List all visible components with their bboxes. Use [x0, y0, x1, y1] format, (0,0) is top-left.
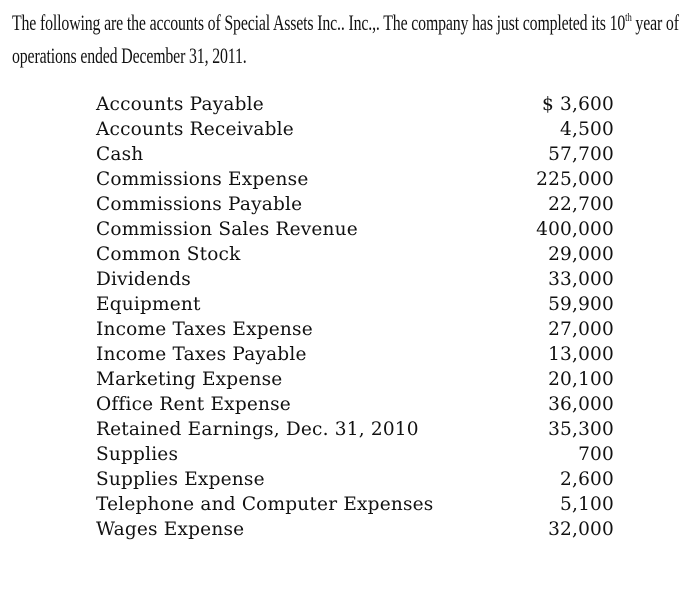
account-name: Dividends [96, 269, 191, 290]
account-row [96, 442, 614, 467]
account-name: Income Taxes Payable [96, 344, 307, 365]
account-name: Common Stock [96, 244, 241, 265]
account-amount: $ 3,600 [541, 94, 614, 115]
account-name: Accounts Payable [96, 94, 264, 115]
account-name: Marketing Expense [96, 369, 283, 390]
intro-text-part2: year of [631, 10, 679, 35]
account-row [96, 317, 614, 342]
intro-paragraph [12, 6, 679, 72]
account-row [96, 167, 614, 192]
account-amount: 57,700 [548, 144, 614, 165]
intro-line-1 [12, 6, 679, 39]
account-amount: 35,300 [548, 419, 614, 440]
intro-ordinal-suffix: th [625, 10, 632, 24]
account-amount: 36,000 [548, 394, 614, 415]
account-name: Commissions Expense [96, 169, 309, 190]
account-amount: 400,000 [536, 219, 614, 240]
account-amount: 59,900 [548, 294, 614, 315]
accounts-list [96, 92, 614, 542]
account-row [96, 342, 614, 367]
account-name: Supplies [96, 444, 179, 465]
account-name: Equipment [96, 294, 201, 315]
account-amount: 225,000 [536, 169, 614, 190]
account-row [96, 192, 614, 217]
account-row [96, 367, 614, 392]
account-name: Accounts Receivable [96, 119, 294, 140]
account-name: Cash [96, 144, 144, 165]
account-amount: 32,000 [548, 519, 614, 540]
account-name: Retained Earnings, Dec. 31, 2010 [96, 419, 419, 440]
account-row [96, 517, 614, 542]
account-row [96, 92, 614, 117]
account-row [96, 292, 614, 317]
account-amount: 5,100 [560, 494, 614, 515]
account-amount: 2,600 [560, 469, 614, 490]
account-row [96, 417, 614, 442]
account-name: Wages Expense [96, 519, 245, 540]
account-row [96, 117, 614, 142]
account-name: Supplies Expense [96, 469, 265, 490]
account-row [96, 242, 614, 267]
account-name: Telephone and Computer Expenses [96, 494, 434, 515]
account-row [96, 267, 614, 292]
intro-line-2: operations ended December 31, 2011. [12, 43, 247, 68]
account-amount: 33,000 [548, 269, 614, 290]
account-amount: 22,700 [548, 194, 614, 215]
account-amount: 13,000 [548, 344, 614, 365]
account-amount: 4,500 [560, 119, 614, 140]
account-name: Office Rent Expense [96, 394, 291, 415]
account-row [96, 467, 614, 492]
account-amount: 27,000 [548, 319, 614, 340]
intro-text-part1: The following are the accounts of Special Assets Inc.. Inc.,. The company has just completed its 10 [12, 10, 626, 35]
account-row [96, 217, 614, 242]
account-amount: 20,100 [548, 369, 614, 390]
account-row [96, 392, 614, 417]
account-name: Income Taxes Expense [96, 319, 313, 340]
account-row [96, 142, 614, 167]
account-row [96, 492, 614, 517]
account-amount: 700 [578, 444, 614, 465]
account-name: Commission Sales Revenue [96, 219, 358, 240]
account-amount: 29,000 [548, 244, 614, 265]
account-name: Commissions Payable [96, 194, 303, 215]
